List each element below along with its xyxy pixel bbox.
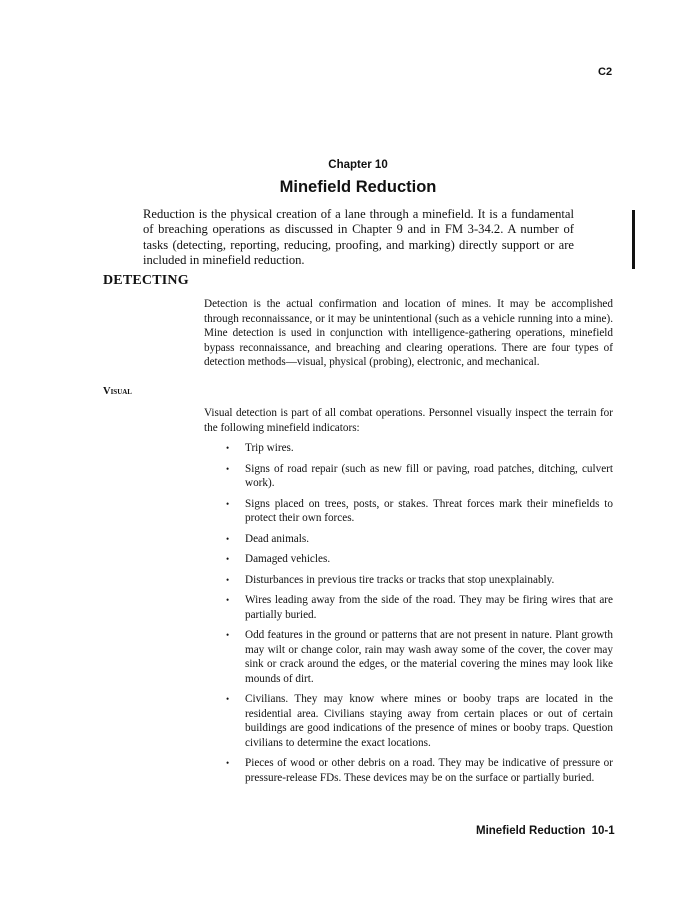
visual-paragraph: Visual detection is part of all combat operations. Personnel visually inspect the terrain for the following minefield indicators: — [204, 407, 613, 434]
list-item — [226, 462, 613, 491]
list-item — [226, 532, 613, 547]
detecting-paragraph: Detection is the actual confirmation and location of mines. It may be accomplished through reconnaissance, or it may be unintentional (such as a vehicle running into a mine). Mine detection is used in conjunction with intelligence-gathering operations, minefield bypass reconnaissance, and breaching and clearing operations. There are four types of detection methods—visual, physical (probing), electronic, and mechanical. — [204, 298, 613, 368]
list-item — [226, 628, 613, 686]
list-item-text: Signs placed on trees, posts, or stakes. Threat forces mark their minefields to protect their own forces. — [245, 497, 613, 524]
list-item-text: Dead animals. — [245, 532, 309, 545]
list-item-text: Damaged vehicles. — [245, 553, 331, 565]
list-item — [226, 573, 613, 588]
bullet-icon: • — [226, 574, 230, 585]
list-item-text: Pieces of wood or other debris on a road. They may be indicative of pressure or pressure-release FDs. These devices may be on the surface or partially buried. — [245, 757, 613, 784]
list-item — [226, 692, 613, 750]
bullet-icon: • — [226, 630, 230, 640]
bullet-icon: • — [226, 758, 230, 768]
chapter-number: Chapter 10 — [328, 159, 388, 171]
list-item-text: Disturbances in previous tire tracks or tracks that stop unexplainably. — [245, 573, 555, 586]
subsection-heading-visual: Visual — [103, 386, 132, 397]
change-mark: C2 — [598, 66, 613, 78]
list-item — [226, 497, 613, 526]
bullet-icon: • — [226, 443, 230, 453]
list-item — [226, 593, 613, 622]
list-item — [226, 552, 613, 567]
intro-paragraph: Reduction is the physical creation of a lane through a minefield. It is a fundamental of breaching operations as discussed in Chapter 9 and in FM 3-34.2. A number of tasks (detecting, reporting, reducing, proofing, and marking) directly support or are included in minefield reduction. — [143, 207, 574, 268]
list-item-text: Odd features in the ground or patterns that are not present in nature. Plant growth may wilt or change color, rain may wash away some of the cover, the cover may sink or crack around the edges, or the material covering the mines may look like mounds of dirt. — [245, 629, 613, 685]
bullet-icon: • — [226, 595, 230, 605]
list-item-text: Signs of road repair (such as new fill or paving, road patches, ditching, culvert work). — [245, 462, 613, 489]
list-item-text: Wires leading away from the side of the road. They may be firing wires that are partially buried. — [245, 594, 613, 621]
list-item — [226, 441, 613, 456]
bullet-icon: • — [226, 533, 230, 544]
bullet-icon: • — [226, 554, 230, 564]
section-heading-detecting: DETECTING — [103, 273, 189, 288]
list-item-text: Trip wires. — [245, 442, 294, 454]
minefield-indicator-list — [226, 441, 613, 791]
bullet-icon: • — [226, 498, 230, 509]
bullet-icon: • — [226, 694, 230, 704]
list-item-text: Civilians. They may know where mines or booby traps are located in the residential area. Civilians staying away from certain places or out of certain buildings are good indications of the presence of mines or booby traps. Question civilians to determine the exact locations. — [245, 693, 613, 749]
list-item — [226, 756, 613, 785]
change-bar — [632, 210, 635, 269]
chapter-title: Minefield Reduction — [279, 178, 437, 196]
bullet-icon: • — [226, 463, 230, 474]
page-footer: Minefield Reduction 10-1 — [476, 825, 615, 837]
